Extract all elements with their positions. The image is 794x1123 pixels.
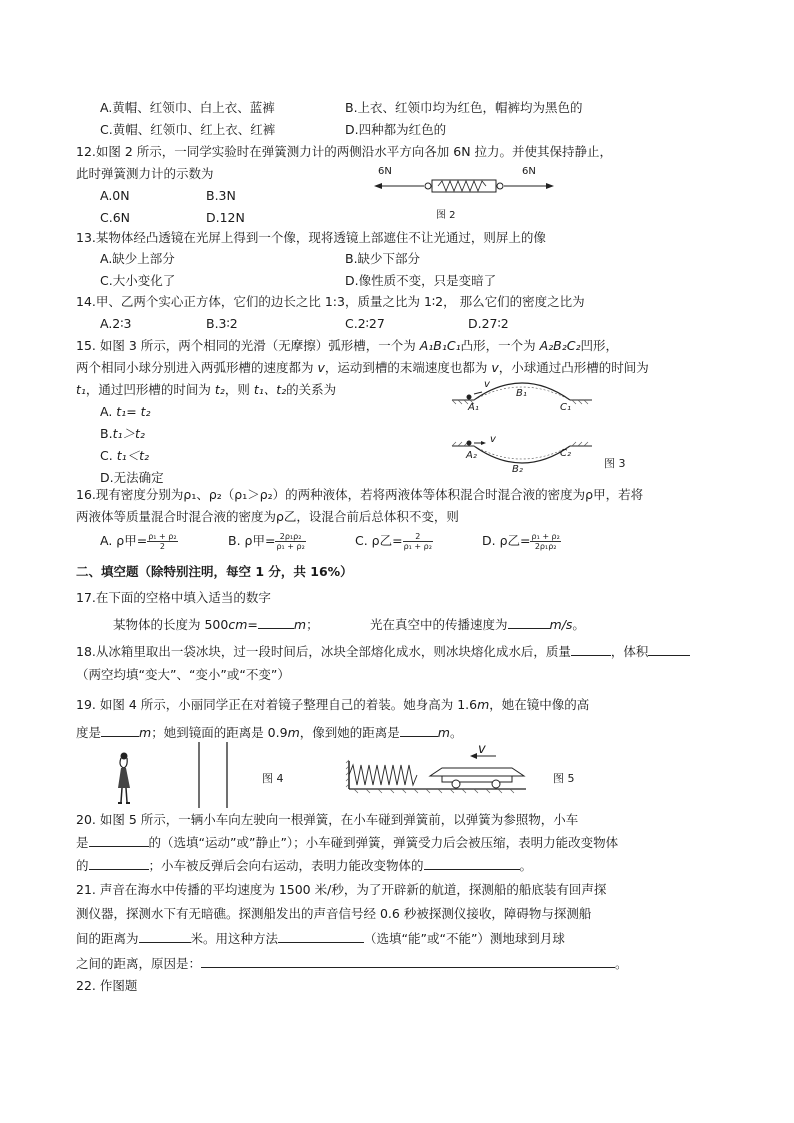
- q20-stem-line1: 20. 如图 5 所示，一辆小车向左驶向一根弹簧，在小车碰到弹簧前，以弹簧为参照物，小车: [76, 812, 579, 827]
- fig2-left-force-label: 6N: [378, 166, 392, 177]
- q20-blank-shape[interactable]: [89, 857, 149, 870]
- q21-text: 之间的距离，原因是：: [76, 956, 202, 971]
- q14-option-a: A.2∶3: [100, 316, 132, 331]
- q15-option-letter: C.: [100, 448, 117, 463]
- q16-option-label: A. ρ甲=: [100, 533, 148, 548]
- q15-text: ，运动到槽的末端速度也都为: [324, 360, 492, 375]
- q19-unit: m: [139, 725, 152, 740]
- q17-unit: cm: [228, 617, 248, 632]
- q21-text: 米。用这种方法: [190, 931, 279, 946]
- q12-option-a: A.0N: [100, 188, 130, 203]
- fig5-caption: 图 5: [553, 772, 575, 785]
- q20-stem-line3: [76, 857, 532, 874]
- q16-option-c-fraction: [403, 532, 433, 551]
- q15-text: 凹形，: [580, 338, 619, 353]
- q15-concave-label: A₂B₂C₂: [539, 338, 581, 353]
- q15-text: ，通过凹形槽的时间为: [85, 382, 215, 397]
- q16-option-a: [100, 532, 178, 551]
- q15-text: ，则: [224, 382, 254, 397]
- q18-blank-mass[interactable]: [571, 643, 611, 656]
- fig2-spring-balance-drawing: [374, 176, 554, 196]
- q15-option-d: D.无法确定: [100, 470, 164, 485]
- q17-unit: m: [293, 617, 307, 632]
- q15-stem-line2: [76, 360, 649, 376]
- q17-text: =: [247, 617, 258, 632]
- q20-text: 是: [76, 835, 89, 850]
- fig3-label-a2: A₂: [466, 450, 477, 461]
- q20-text: 的: [76, 858, 89, 873]
- q16-option-label: C. ρ乙=: [355, 533, 403, 548]
- q20-text: ；小车被反弹后会向右运动，表明力能改变物体的: [148, 858, 424, 873]
- fraction-denominator: 2ρ₁ρ₂: [534, 542, 557, 551]
- q16-option-b-fraction: [275, 532, 305, 551]
- q11-option-c: C.黄帽、红领巾、红上衣、红裤: [100, 122, 276, 137]
- fig3-v-top: v: [484, 379, 490, 390]
- q21-text: 。: [615, 956, 628, 971]
- q15-option-expr: t₁＞t₂: [112, 426, 145, 441]
- q13-option-b: B.缺少下部分: [345, 251, 421, 266]
- q15-text: 15. 如图 3 所示，两个相同的光滑（无摩擦）弧形槽，一个为: [76, 338, 420, 353]
- section-2-heading: 二、填空题（除特别注明，每空 1 分，共 16%）: [76, 564, 353, 579]
- fig4-caption: 图 4: [262, 772, 284, 785]
- fig3-label-b2: B₂: [512, 464, 523, 475]
- q15-option-c: [100, 448, 149, 464]
- q17-blanks-line: [113, 616, 319, 633]
- q13-stem: 13.某物体经凸透镜在光屏上得到一个像，现将透镜上部遮住不让光通过，则屏上的像: [76, 230, 546, 245]
- q18-text: 18.从冰箱里取出一袋冰块，过一段时间后，冰块全部熔化成水，则冰块熔化成水后，质量: [76, 644, 571, 659]
- q12-option-b: B.3N: [206, 188, 236, 203]
- q12-stem-line2: 此时弹簧测力计的示数为: [76, 166, 214, 181]
- fig3-label-b1: B₁: [516, 388, 527, 399]
- q17-text: ；: [306, 617, 319, 632]
- q21-stem-line2: 测仪器，探测水下有无暗礁。探测船发出的声音信号经 0.6 秒被探测仪接收，障碍物与探测船: [76, 906, 592, 921]
- fraction-denominator: ρ₁ + ρ₂: [276, 542, 305, 551]
- q15-option-b: [100, 426, 145, 442]
- fraction-numerator: ρ₁ + ρ₂: [148, 532, 177, 541]
- fraction-denominator: 2: [159, 542, 165, 551]
- fig2-caption: 图 2: [436, 210, 456, 221]
- q15-stem-line1: [76, 338, 618, 354]
- fig3-label-c1: C₁: [560, 402, 571, 413]
- q20-text: 。: [519, 858, 533, 873]
- q11-option-b: B.上衣、红领巾均为红色，帽裤均为黑色的: [345, 100, 583, 115]
- q15-text: ，小球通过凸形槽的时间为: [498, 360, 649, 375]
- q19-text: ；她到镜面的距离是 0.9: [151, 725, 288, 740]
- fraction-numerator: ρ₁ + ρ₂: [531, 532, 560, 541]
- q17-blanks-line-2: [370, 616, 585, 633]
- q19-unit: m: [437, 725, 450, 740]
- q21-blank-reason[interactable]: [201, 955, 615, 968]
- q19-text: 19. 如图 4 所示，小丽同学正在对着镜子整理自己的着装。她身高为 1.6: [76, 697, 478, 712]
- q15-velocity: v: [317, 360, 325, 375]
- q17-text: 光在真空中的传播速度为: [370, 617, 508, 632]
- q13-option-c: C.大小变化了: [100, 273, 176, 288]
- fig5-cart-spring-drawing: [346, 745, 528, 795]
- q19-blank-distance[interactable]: [400, 724, 438, 737]
- q16-option-label: B. ρ甲=: [228, 533, 276, 548]
- fig3-label-a1: A₁: [468, 402, 479, 413]
- q15-text: 的关系为: [286, 382, 337, 397]
- q16-option-c: [355, 532, 433, 551]
- q15-option-letter: A.: [100, 404, 117, 419]
- q19-unit: m: [287, 725, 300, 740]
- fig2-right-force-label: 6N: [522, 166, 536, 177]
- q21-stem-line4: [76, 955, 628, 972]
- q19-text: ，她在镜中像的高: [489, 697, 590, 712]
- q15-option-expr: t₁＜t₂: [116, 448, 150, 463]
- q21-blank-can[interactable]: [278, 930, 364, 943]
- q13-option-d: D.像性质不变，只是变暗了: [345, 273, 497, 288]
- q12-option-c: C.6N: [100, 210, 131, 225]
- q11-option-d: D.四种都为红色的: [345, 122, 447, 137]
- q17-text: 某物体的长度为 500: [113, 617, 229, 632]
- q19-stem-line2: [76, 724, 462, 741]
- q20-text: 的（选填“运动”或”静止”）；小车碰到弹簧，弹簧受力后会被压缩，表明力能改变物体: [148, 835, 619, 850]
- q17-text: 。: [572, 617, 585, 632]
- q15-text: 两个相同小球分别进入两弧形槽的速度都为: [76, 360, 318, 375]
- q14-option-c: C.2∶27: [345, 316, 385, 331]
- q19-text: 。: [449, 725, 463, 740]
- q17-blank-2[interactable]: [508, 616, 550, 629]
- q14-option-d: D.27∶2: [468, 316, 509, 331]
- fig3-v-bottom: v: [490, 434, 496, 445]
- q19-stem-line1: [76, 697, 589, 713]
- q18-blank-volume[interactable]: [648, 643, 690, 656]
- q15-option-a: [100, 404, 151, 420]
- q15-t1-t2: t₁、t₂: [253, 382, 287, 397]
- q15-option-expr: t₁= t₂: [116, 404, 151, 419]
- q21-stem-line3: [76, 930, 565, 947]
- q19-text: ，像到她的距离是: [299, 725, 400, 740]
- q18-stem-line2: （两空均填“变大”、“变小”或“不变”）: [76, 667, 290, 682]
- q21-text: 间的距离为: [76, 931, 139, 946]
- fig3-label-c2: C₂: [560, 448, 571, 459]
- q13-option-a: A.缺少上部分: [100, 251, 175, 266]
- q15-text: 凸形，一个为: [460, 338, 540, 353]
- q16-option-b: [228, 532, 306, 551]
- fraction-numerator: 2ρ₁ρ₂: [275, 532, 305, 542]
- q18-stem-line1: [76, 643, 690, 660]
- q20-stem-line2: [76, 834, 618, 851]
- q21-text: （选填“能”或“不能”）测地球到月球: [364, 931, 565, 946]
- q20-blank-motion[interactable]: [89, 834, 149, 847]
- q15-velocity: v: [491, 360, 499, 375]
- q17-blank-1[interactable]: [258, 616, 294, 629]
- q19-unit: m: [477, 697, 490, 712]
- q17-unit: m/s: [549, 617, 573, 632]
- q17-stem: 17.在下面的空格中填入适当的数字: [76, 590, 271, 605]
- q21-stem-line1: 21. 声音在海水中传播的平均速度为 1500 米/秒，为了开辟新的航道，探测船的船底装有回声探: [76, 882, 607, 897]
- q16-option-d-fraction: [530, 532, 560, 551]
- q14-stem: 14.甲、乙两个实心正方体，它们的边长之比 1:3，质量之比为 1∶2， 那么它们的密度之比为: [76, 294, 585, 309]
- q16-stem-line2: 两液体等质量混合时混合液的密度为ρ乙，设混合前后总体积不变，则: [76, 509, 459, 524]
- fig3-caption: 图 3: [604, 457, 626, 470]
- q16-option-label: D. ρ乙=: [482, 533, 531, 548]
- q16-stem-line1: 16.现有密度分别为ρ₁、ρ₂（ρ₁＞ρ₂）的两种液体，若将两液体等体积混合时混合液的密度为ρ甲，若将: [76, 487, 644, 502]
- q18-text: ，体积: [610, 644, 649, 659]
- q15-stem-line3: [76, 382, 336, 398]
- q19-blank-height[interactable]: [101, 724, 139, 737]
- q15-convex-label: A₁B₁C₁: [419, 338, 461, 353]
- q20-blank-state[interactable]: [424, 857, 520, 870]
- fig5-velocity-label: v: [478, 742, 486, 757]
- fraction-numerator: 2: [403, 532, 433, 542]
- q15-t2: t₂: [214, 382, 225, 397]
- q16-option-a-fraction: [147, 532, 177, 551]
- fraction-denominator: ρ₁ + ρ₂: [403, 542, 432, 551]
- q16-option-d: [482, 532, 561, 551]
- q21-blank-distance[interactable]: [139, 930, 191, 943]
- q12-stem-line1: 12.如图 2 所示，一同学实验时在弹簧测力计的两侧沿水平方向各加 6N 拉力。并使其保持静止，: [76, 144, 613, 159]
- q12-option-d: D.12N: [206, 210, 245, 225]
- q14-option-b: B.3∶2: [206, 316, 238, 331]
- q11-option-a: A.黄帽、红领巾、白上衣、蓝裤: [100, 100, 275, 115]
- q15-t1: t₁: [76, 382, 86, 397]
- fig4-girl-mirror-drawing: [112, 742, 242, 812]
- q15-option-letter: B.: [100, 426, 113, 441]
- q19-text: 度是: [76, 725, 102, 740]
- q22-stem: 22. 作图题: [76, 978, 138, 993]
